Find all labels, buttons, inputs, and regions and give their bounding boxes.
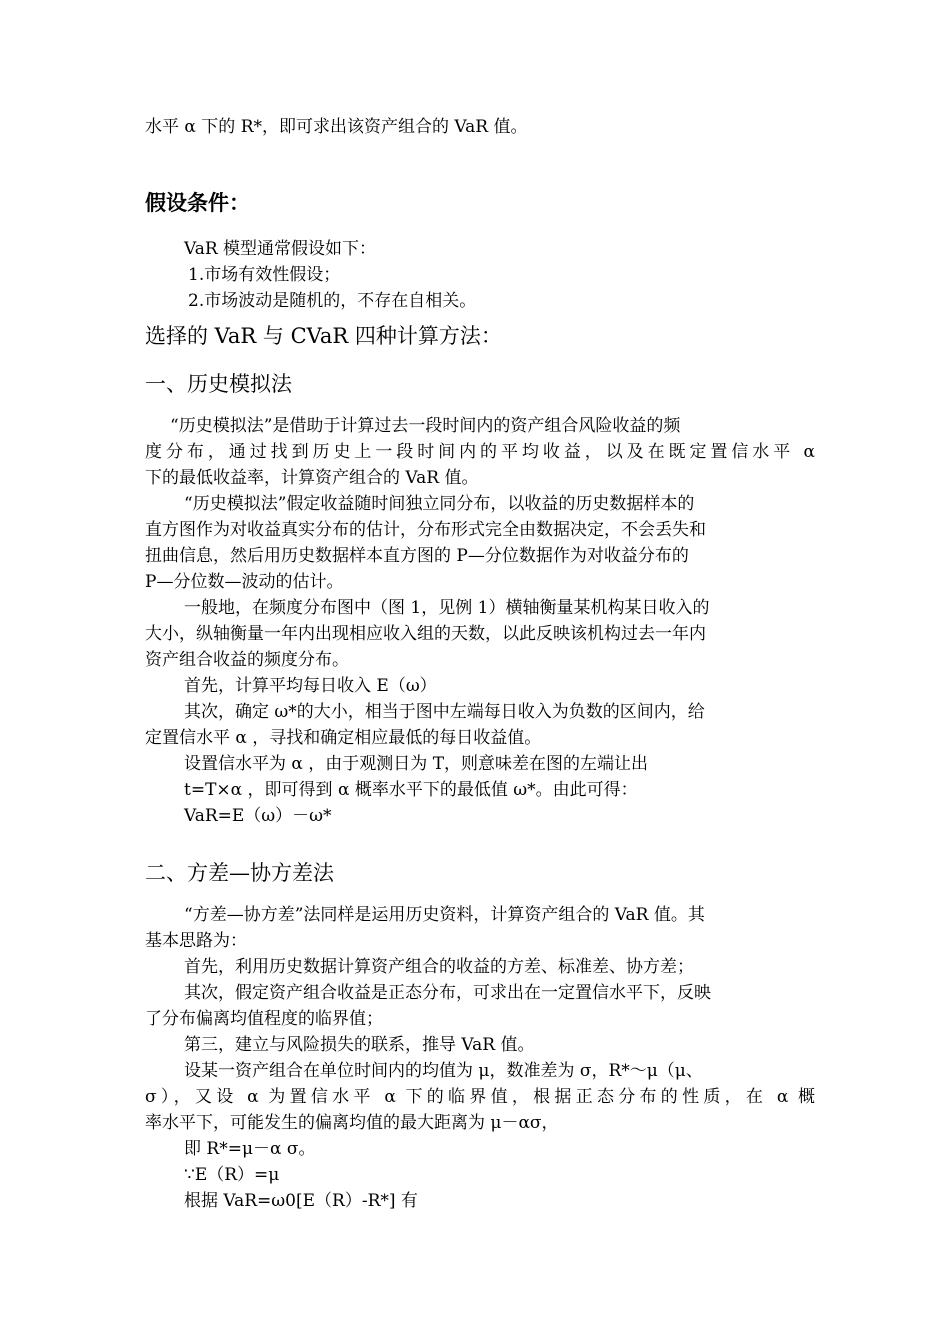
paragraph-line: 首先，计算平均每日收入 E（ω） xyxy=(184,676,437,696)
paragraph-line: 直方图作为对收益真实分布的估计，分布形式完全由数据决定，不会丢失和 xyxy=(145,520,706,540)
paragraph-line: 一般地，在频度分布图中（图 1，见例 1）横轴衡量某机构某日收入的 xyxy=(184,598,710,618)
paragraph-line: 资产组合收益的频度分布。 xyxy=(145,650,349,670)
paragraph-line: 首先，利用历史数据计算资产组合的收益的方差、标准差、协方差； xyxy=(184,957,694,977)
paragraph-line: “历史模拟法”是借助于计算过去一段时间内的资产组合风险收益的频 xyxy=(170,416,681,436)
paragraph-line: 其次，假定资产组合收益是正态分布，可求出在一定置信水平下，反映 xyxy=(184,983,711,1003)
paragraph-line: VaR 模型通常假设如下： xyxy=(184,239,377,259)
section-heading-variance-covariance: 二、方差—协方差法 xyxy=(145,861,334,885)
paragraph-line: 其次，确定 ω*的大小，相当于图中左端每日收入为负数的区间内，给 xyxy=(184,702,705,722)
paragraph-line: 率水平下，可能发生的偏离均值的最大距离为 μ－ασ， xyxy=(145,1113,559,1133)
section-heading-methods: 选择的 VaR 与 CVaR 四种计算方法： xyxy=(145,324,502,348)
section-heading-historical-simulation: 一、历史模拟法 xyxy=(145,372,292,396)
formula-line: 根据 VaR=ω0[E（R）-R*] 有 xyxy=(184,1191,418,1211)
paragraph-line: 扭曲信息，然后用历史数据样本直方图的 P—分位数据作为对收益分布的 xyxy=(145,546,689,566)
list-item: 1.市场有效性假设； xyxy=(188,265,341,285)
paragraph-line: 基本思路为： xyxy=(145,931,247,951)
list-item: 2.市场波动是随机的，不存在自相关。 xyxy=(188,291,477,311)
paragraph-line: P—分位数—波动的估计。 xyxy=(145,572,344,592)
paragraph-line: 水平 α 下的 R*，即可求出该资产组合的 VaR 值。 xyxy=(145,117,528,137)
paragraph-line: σ），又设 α 为置信水平 α 下的临界值，根据正态分布的性质，在 α 概 xyxy=(145,1087,815,1107)
paragraph-line: 了分布偏离均值程度的临界值； xyxy=(145,1009,383,1029)
formula-line: ∵E（R）=μ xyxy=(184,1165,280,1185)
paragraph-line: t=T×α ，即可得到 α 概率水平下的最低值 ω*。由此可得： xyxy=(184,780,638,800)
paragraph-line: 设某一资产组合在单位时间内的均值为 μ，数准差为 σ，R*～μ（μ、 xyxy=(184,1061,703,1081)
paragraph-line: 下的最低收益率，计算资产组合的 VaR 值。 xyxy=(145,468,479,488)
paragraph-line: 定置信水平 α ，寻找和确定相应最低的每日收益值。 xyxy=(145,728,542,748)
paragraph-line: 第三，建立与风险损失的联系，推导 VaR 值。 xyxy=(184,1035,535,1055)
paragraph-line: 度分布，通过找到历史上一段时间内的平均收益，以及在既定置信水平 α xyxy=(145,442,815,462)
paragraph-line: 大小，纵轴衡量一年内出现相应收入组的天数，以此反映该机构过去一年内 xyxy=(145,624,706,644)
section-heading-assumptions: 假设条件： xyxy=(145,190,250,215)
formula-line: 即 R*=μ－α σ。 xyxy=(184,1139,316,1159)
formula-line: VaR=E（ω）－ω* xyxy=(184,806,332,826)
paragraph-line: “历史模拟法”假定收益随时间独立同分布，以收益的历史数据样本的 xyxy=(184,494,695,514)
paragraph-line: 设置信水平为 α ，由于观测日为 T，则意味差在图的左端让出 xyxy=(184,754,649,774)
paragraph-line: “方差—协方差”法同样是运用历史资料，计算资产组合的 VaR 值。其 xyxy=(184,905,705,925)
